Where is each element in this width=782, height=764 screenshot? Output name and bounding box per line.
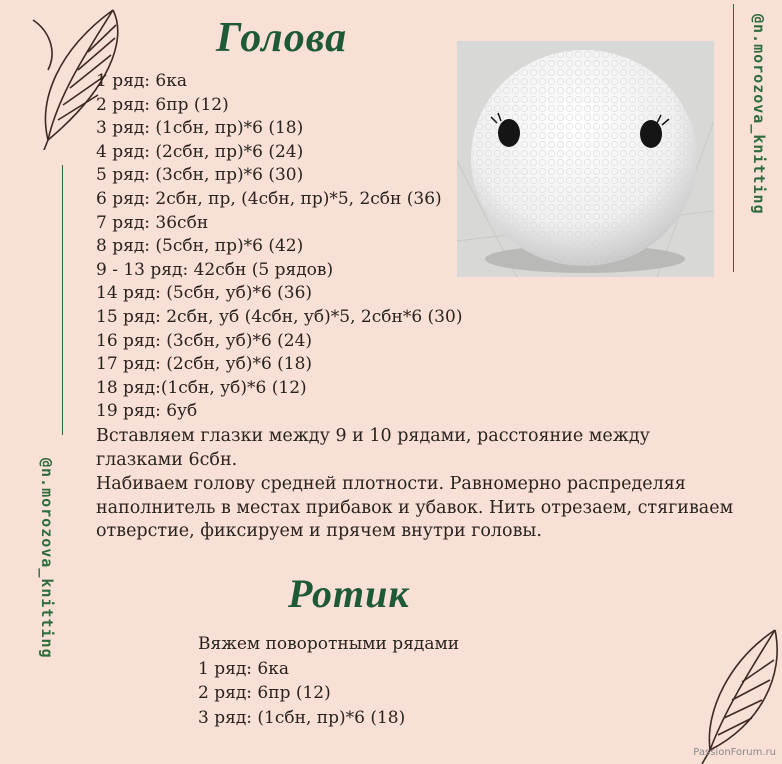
list-item: 4 ряд: (2сбн, пр)*6 (24)	[96, 141, 304, 162]
list-item: Вяжем поворотными рядами	[198, 634, 460, 654]
list-item: 18 ряд:(1сбн, уб)*6 (12)	[96, 377, 307, 398]
list-item: 16 ряд: (3сбн, уб)*6 (24)	[96, 330, 313, 351]
head-rows-list	[96, 70, 462, 424]
site-watermark: PassionForum.ru	[693, 747, 776, 758]
mouth-title: Ротик	[288, 571, 410, 616]
list-item: 19 ряд: 6уб	[96, 401, 198, 422]
list-item: 1 ряд: 6ка	[96, 71, 188, 91]
list-item: 2 ряд: 6пр (12)	[198, 683, 331, 704]
list-item: 17 ряд: (2сбн, уб)*6 (18)	[96, 354, 313, 375]
list-item: 7 ряд: 36сбн	[96, 212, 209, 233]
list-item: 2 ряд: 6пр (12)	[96, 94, 229, 115]
list-item: 5 ряд: (3сбн, пр)*6 (30)	[96, 165, 304, 186]
list-item: 15 ряд: 2сбн, уб (4сбн, уб)*5, 2сбн*6 (30)	[96, 306, 463, 327]
divider-right-upper	[733, 4, 734, 272]
list-item: 1 ряд: 6ка	[198, 658, 290, 679]
list-item: 3 ряд: (1сбн, пр)*6 (18)	[198, 707, 406, 728]
leaf-decoration-bottom-right	[690, 620, 782, 764]
eyes-instruction: Вставляем глазки между 9 и 10 рядами, расстояние между глазками 6сбн.	[96, 426, 650, 470]
head-title: Голова	[216, 15, 348, 61]
list-item: 9 - 13 ряд: 42сбн (5 рядов)	[96, 259, 334, 280]
stuffing-instruction: Набиваем голову средней плотности. Равномерно распределяя наполнитель в местах прибавок и убавок. Нить отрезаем, стягиваем отверстие, фиксируем и прячем внутри головы.	[96, 474, 734, 542]
list-item: 14 ряд: (5сбн, уб)*6 (36)	[96, 283, 313, 304]
list-item: 8 ряд: (5сбн, пр)*6 (42)	[96, 236, 304, 257]
author-handle-right: @n.morozova_knitting	[750, 14, 768, 215]
list-item: 3 ряд: (1сбн, пр)*6 (18)	[96, 118, 304, 139]
divider-left	[62, 165, 63, 435]
head-photo	[457, 41, 714, 277]
list-item: 6 ряд: 2сбн, пр, (4сбн, пр)*5, 2сбн (36)	[96, 188, 442, 209]
mouth-rows-list	[198, 632, 459, 730]
author-handle-left: @n.morozova_knitting	[38, 458, 56, 659]
